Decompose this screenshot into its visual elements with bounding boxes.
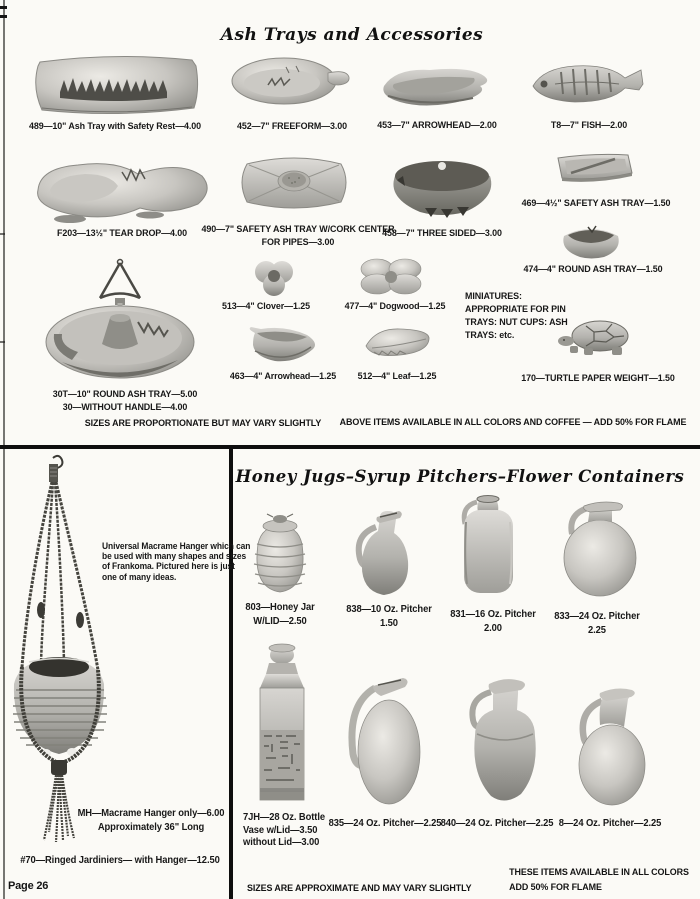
photo-453-arrowhead <box>378 60 494 108</box>
photo-8-pitcher <box>570 681 648 808</box>
bottom-availability-note: THESE ITEMS AVAILABLE IN ALL COLORS ADD 50% FOR FLAME <box>509 867 689 893</box>
caption-469: 469—4½" SAFETY ASH TRAY—1.50 <box>521 198 671 209</box>
photo-7jh-bottle-vase <box>252 642 313 808</box>
photo-489-ash-tray <box>30 50 202 120</box>
photo-490-safety-ash-tray <box>235 148 353 216</box>
photo-477-dogwood <box>355 256 427 296</box>
photo-513-clover <box>251 259 297 297</box>
caption-489: 489—10" Ash Tray with Safety Rest—4.00 <box>28 121 202 132</box>
macrame-description: Universal Macrame Hanger which can be used with many shapes and sizes of Frankoma. Pictured here is just one of many ideas. <box>102 541 251 582</box>
miniatures-note: MINIATURES: APPROPRIATE FOR PIN TRAYS: NUT CUPS: ASH TRAYS: etc. <box>465 291 568 341</box>
photo-803-honey-jar <box>248 510 312 598</box>
section-divider <box>0 445 700 449</box>
caption-t8: T8—7" FISH—2.00 <box>550 120 628 131</box>
photo-840-pitcher <box>457 672 541 809</box>
caption-8: 8—24 Oz. Pitcher—2.25 <box>558 818 662 829</box>
photo-833-pitcher <box>558 494 638 598</box>
ash-trays-section-title: Ash Trays and Accessories <box>220 25 484 46</box>
photo-458-three-sided <box>385 152 500 218</box>
caption-jardiniere: #70—Ringed Jardiniers— with Hanger—12.50 <box>20 855 220 866</box>
photo-170-turtle <box>556 316 634 358</box>
caption-macrame-hanger: MH—Macrame Hanger only—6.00 Approximately 36" Long <box>77 808 225 833</box>
photo-469-safety-ash-tray <box>549 149 637 185</box>
photo-512-leaf <box>362 324 433 362</box>
scan-mark <box>0 233 5 235</box>
photo-macrame-hanger <box>8 452 118 844</box>
scan-edge-line <box>3 0 5 899</box>
top-footnote-availability: ABOVE ITEMS AVAILABLE IN ALL COLORS AND COFFEE — ADD 50% FOR FLAME <box>339 417 687 428</box>
photo-838-pitcher <box>350 505 416 599</box>
caption-838: 838—10 Oz. Pitcher 1.50 <box>346 604 432 629</box>
caption-453: 453—7" ARROWHEAD—2.00 <box>377 120 497 131</box>
photo-835-pitcher <box>345 670 423 810</box>
caption-474: 474—4" ROUND ASH TRAY—1.50 <box>523 264 663 275</box>
photo-474-round-ash-tray <box>558 220 624 260</box>
photo-452-freeform <box>228 55 352 107</box>
caption-513: 513—4" Clover—1.25 <box>222 301 310 312</box>
caption-463: 463—4" Arrowhead—1.25 <box>229 371 337 382</box>
caption-452: 452—7" FREEFORM—3.00 <box>236 121 348 132</box>
caption-170: 170—TURTLE PAPER WEIGHT—1.50 <box>521 373 675 384</box>
caption-833: 833—24 Oz. Pitcher 2.25 <box>554 611 640 636</box>
honey-jugs-section-title: Honey Jugs–Syrup Pitchers–Flower Containers <box>235 466 685 486</box>
caption-835: 835—24 Oz. Pitcher—2.25 <box>328 818 442 829</box>
photo-f203-tear-drop <box>30 152 215 227</box>
scan-mark <box>0 6 7 9</box>
caption-803: 803—Honey Jar W/LID—2.50 <box>245 602 315 627</box>
photo-30t-round-ash-tray <box>42 258 198 380</box>
scan-mark <box>0 15 7 18</box>
caption-30t: 30T—10" ROUND ASH TRAY—5.00 30—WITHOUT HANDLE—4.00 <box>52 389 198 413</box>
caption-831: 831—16 Oz. Pitcher 2.00 <box>450 609 536 634</box>
caption-512: 512—4" Leaf—1.25 <box>357 371 437 382</box>
caption-7jh: 7JH—28 Oz. Bottle Vase w/Lid—3.50 without Lid—3.00 <box>243 812 325 848</box>
caption-477: 477—4" Dogwood—1.25 <box>344 301 446 312</box>
scan-mark <box>0 341 5 343</box>
photo-831-pitcher <box>453 490 523 598</box>
photo-t8-fish <box>527 60 647 108</box>
page-number: Page 26 <box>8 880 49 892</box>
bottom-footnote-sizes: SIZES ARE APPROXIMATE AND MAY VARY SLIGHTLY <box>247 883 472 894</box>
caption-458: 458—7" THREE SIDED—3.00 <box>382 228 502 239</box>
panel-divider <box>229 445 233 899</box>
caption-490: 490—7" SAFETY ASH TRAY W/CORK CENTER FOR PIPES—3.00 <box>201 224 395 248</box>
photo-463-arrowhead-mini <box>245 325 320 365</box>
top-footnote-sizes: SIZES ARE PROPORTIONATE BUT MAY VARY SLIGHTLY <box>84 418 322 429</box>
caption-f203: F203—13½" TEAR DROP—4.00 <box>56 228 188 239</box>
caption-840: 840—24 Oz. Pitcher—2.25 <box>440 818 554 829</box>
